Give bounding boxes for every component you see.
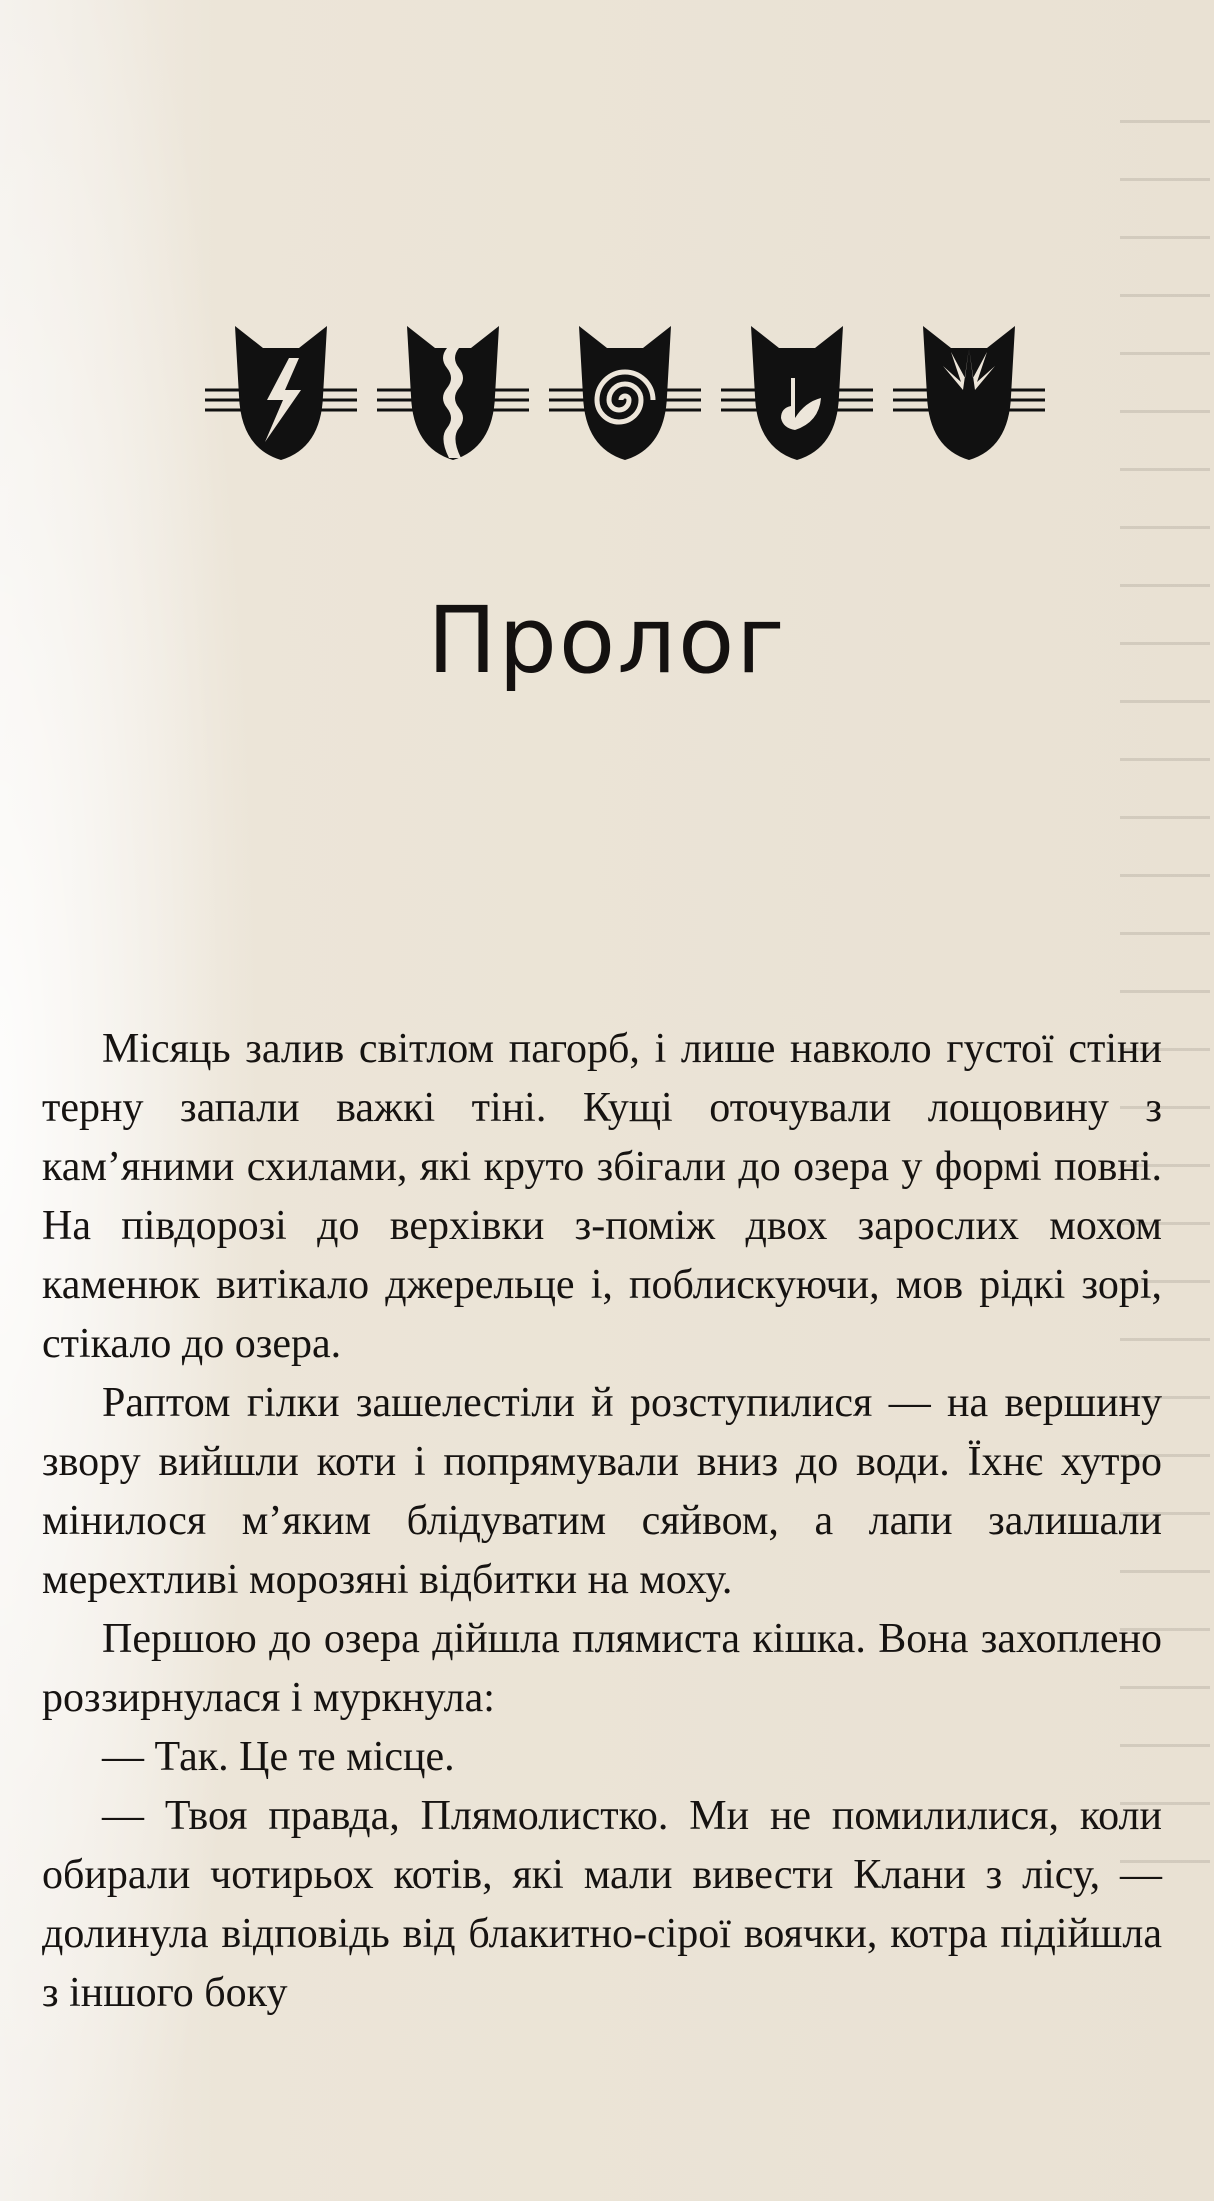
chapter-body <box>42 1020 1162 2023</box>
cat-zigzag-icon <box>377 318 529 468</box>
chapter-title: Пролог <box>427 587 787 694</box>
cat-lightning-icon <box>205 318 357 468</box>
paragraph: Місяць залив світлом пагорб, і лише навколо густої стіни терну запали важкі тіні. Кущі оточували лощовину з кам’яними схилами, які круто збігали до озера у формі повні. На півдорозі до верхівки з-поміж двох зарослих мохом каменюк витікало джерельце і, поблискуючи, мов рідкі зорі, стікало до озера. <box>42 1026 1162 1367</box>
paragraph: Раптом гілки зашелестіли й розступилися — на вершину звору вийшли коти і попрямували вниз до води. Їхнє хутро мінилося м’яким блідуватим сяйвом, а лапи залишали мерехтливі морозяні відбитки на моху. <box>42 1380 1162 1603</box>
chapter-ornament-row <box>205 318 1065 468</box>
dialogue-paragraph: — Твоя правда, Плямолистко. Ми не помилилися, коли обирали чотирьох котів, які мали вивести Клани з лісу, — долинула відповідь від блакитно-сірої воячки, котра підійшла з іншого боку <box>42 1793 1162 2016</box>
cat-spiral-icon <box>549 318 701 468</box>
cat-leaf-icon <box>721 318 873 468</box>
paragraph: Першою до озера дійшла плямиста кішка. Вона захоплено роззирнулася і муркнула: <box>42 1616 1162 1721</box>
dialogue-line: — Так. Це те місце. <box>102 1734 455 1780</box>
cat-burst-icon <box>893 318 1045 468</box>
